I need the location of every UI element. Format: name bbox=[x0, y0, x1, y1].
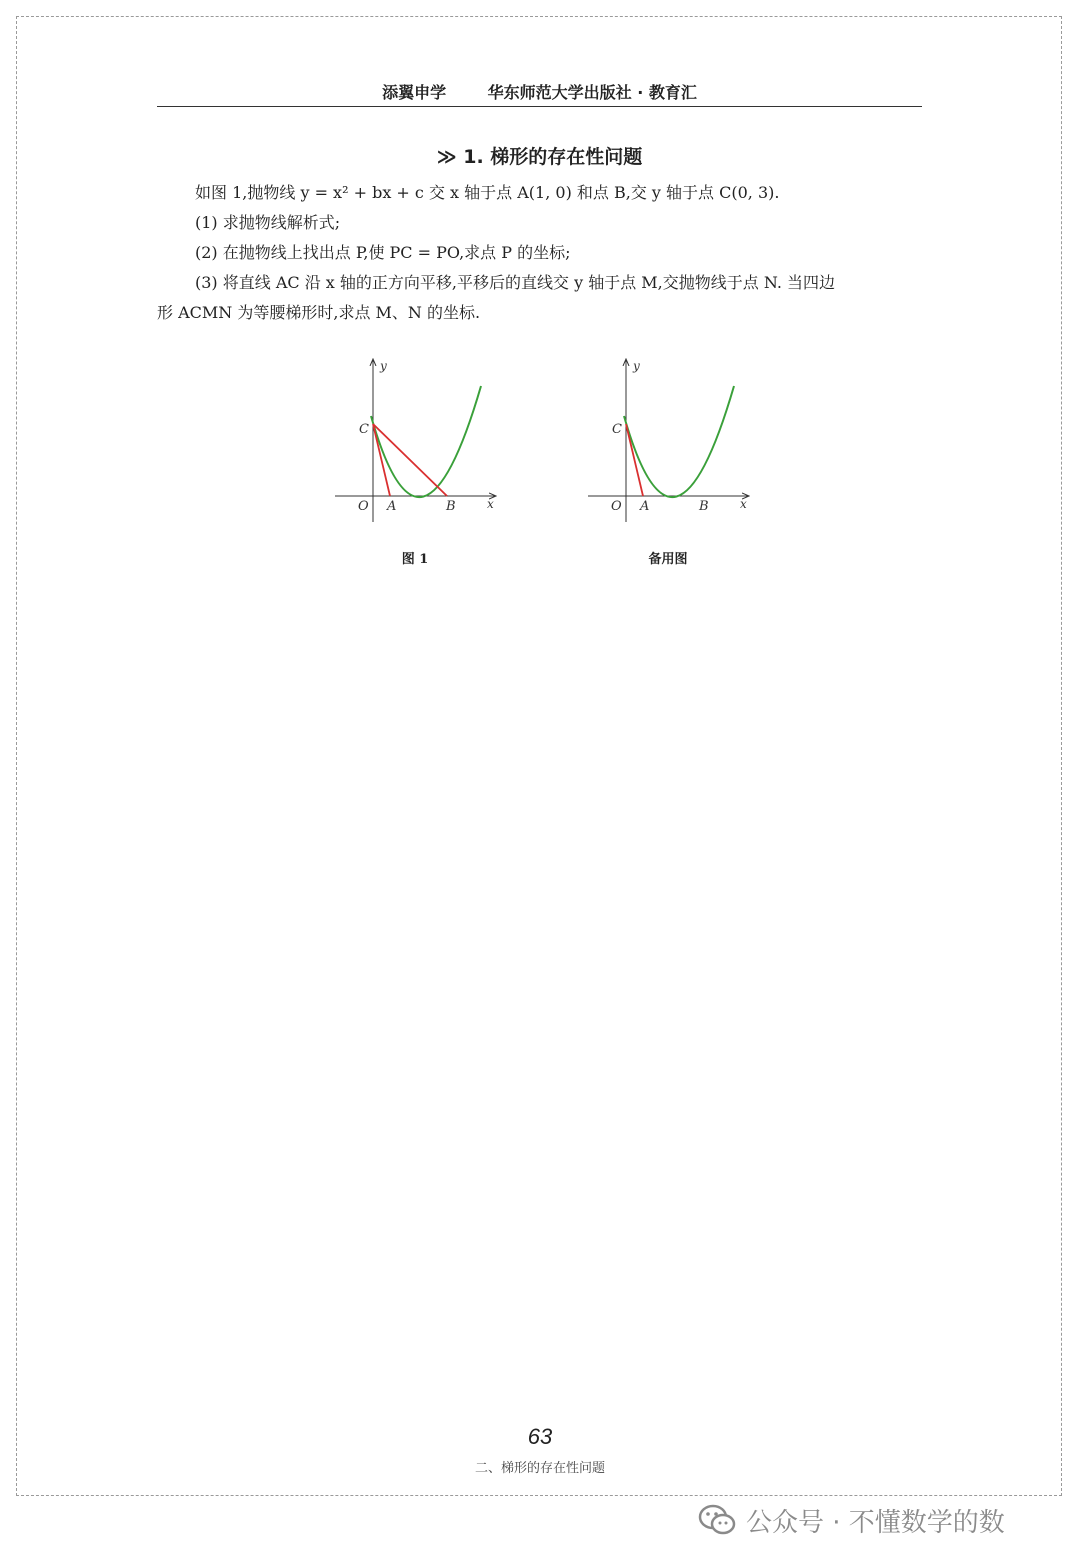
question-3: (3) 将直线 AC 沿 x 轴的正方向平移,平移后的直线交 y 轴于点 M,交抛物线于点 N. 当四边 bbox=[195, 273, 836, 292]
watermark-text: 公众号 · 不懂数学的数 bbox=[746, 1507, 1005, 1538]
footer-section: 二、梯形的存在性问题 bbox=[474, 1461, 605, 1476]
segment-ac bbox=[626, 424, 643, 496]
label-x: x bbox=[740, 497, 747, 511]
figure-backup-graph bbox=[583, 352, 753, 532]
page-header bbox=[157, 80, 922, 107]
question-1: (1) 求抛物线解析式; bbox=[195, 213, 341, 232]
figure-backup bbox=[583, 352, 753, 532]
problem-text bbox=[157, 178, 922, 328]
segment-cb bbox=[373, 424, 447, 496]
question-2: (2) 在抛物线上找出点 P,使 PC = PO,求点 P 的坐标; bbox=[195, 243, 571, 262]
segment-ac bbox=[373, 424, 390, 496]
question-3-cont: 形 ACMN 为等腰梯形时,求点 M、N 的坐标. bbox=[157, 303, 481, 322]
label-c: C bbox=[359, 422, 369, 437]
header-right: 华东师范大学出版社 · 教育汇 bbox=[487, 83, 697, 102]
figure-1 bbox=[330, 352, 500, 532]
label-b: B bbox=[699, 499, 709, 514]
label-o: O bbox=[358, 499, 369, 514]
label-y: y bbox=[380, 359, 387, 373]
label-y: y bbox=[633, 359, 640, 373]
wechat-icon bbox=[698, 1504, 736, 1536]
label-a: A bbox=[387, 499, 397, 514]
figure-backup-caption: 备用图 bbox=[648, 552, 688, 567]
parabola bbox=[371, 386, 481, 497]
label-a: A bbox=[640, 499, 650, 514]
label-b: B bbox=[446, 499, 456, 514]
parabola bbox=[624, 386, 734, 497]
header-left: 添翼申学 bbox=[382, 83, 447, 102]
figure-1-caption: 图 1 bbox=[401, 552, 429, 567]
page-number: 63 bbox=[527, 1424, 553, 1449]
label-x: x bbox=[487, 497, 494, 511]
label-o: O bbox=[611, 499, 622, 514]
watermark bbox=[698, 1500, 1005, 1540]
label-c: C bbox=[612, 422, 622, 437]
section-title: ≫ 1. 梯形的存在性问题 bbox=[436, 146, 643, 168]
figure-1-graph bbox=[330, 352, 500, 532]
problem-intro: 如图 1,抛物线 y = x² + bx + c 交 x 轴于点 A(1, 0) 和点 B,交 y 轴于点 C(0, 3). bbox=[195, 183, 780, 202]
